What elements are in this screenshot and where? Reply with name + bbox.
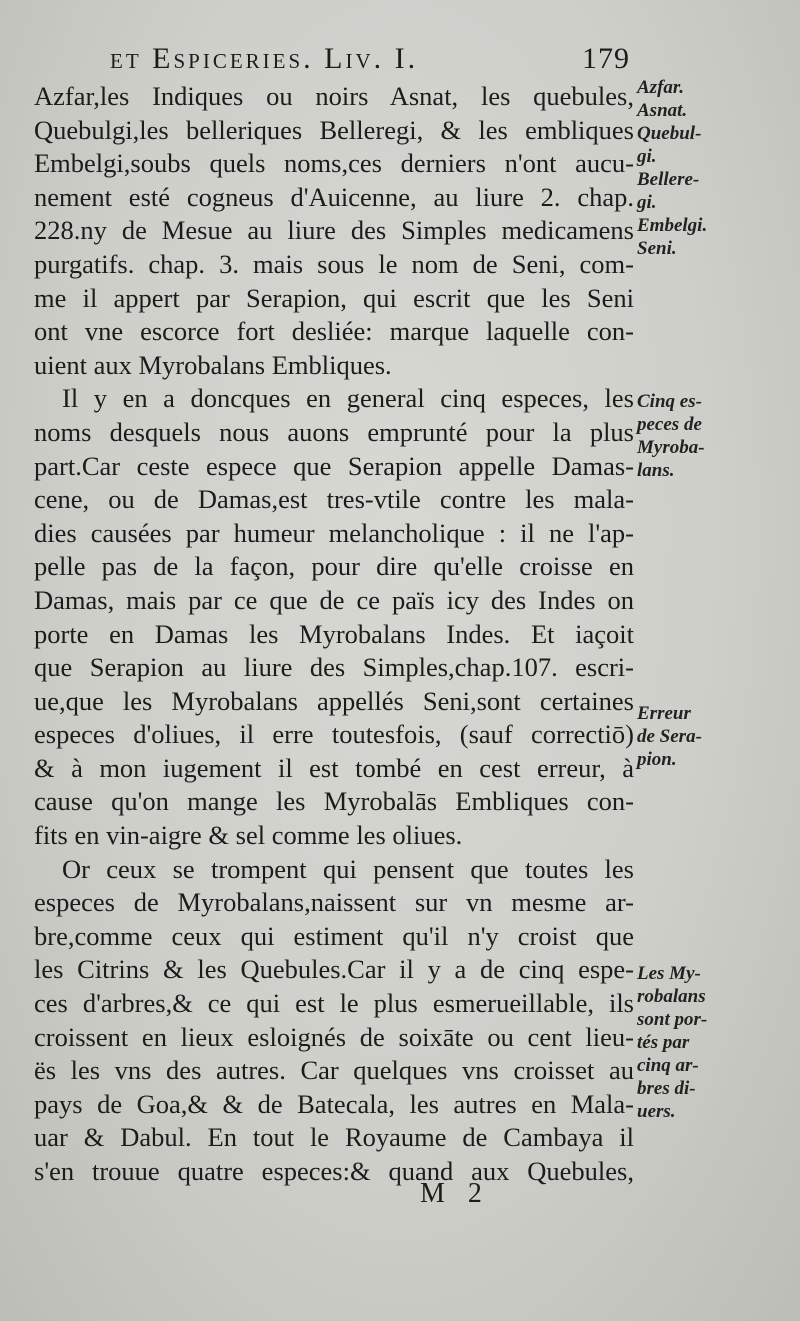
text-line: Il y en a doncques en general cinq especes, les (62, 383, 634, 414)
text-line: part.Car ceste espece que Serapion appelle Damas- (34, 450, 634, 481)
margin-note-line: peces de (637, 414, 702, 435)
text-line: pelle pas de la façon, pour dire qu'elle croisse en (34, 551, 634, 582)
main-text-block (34, 80, 634, 1189)
margin-note-error (637, 702, 797, 771)
text-line: & à mon iugement il est tombé en cest erreur, à (34, 752, 634, 783)
text-line: uar & Dabul. En tout le Royaume de Cambaya il (34, 1122, 634, 1153)
text-line: que Serapion au liure des Simples,chap.107. escri- (34, 652, 634, 683)
margin-note-line: Seni. (637, 238, 677, 259)
text-line: noms desquels nous auons emprunté pour la plus (34, 416, 634, 447)
signature-mark: M 2 (420, 1178, 490, 1209)
text-line: les Citrins & les Quebules.Car il y a de cinq espe- (34, 954, 634, 985)
margin-note-line: Asnat. (637, 100, 688, 121)
margin-note-species (637, 390, 797, 482)
text-line: 228.ny de Mesue au liure des Simples medicamens (34, 215, 634, 246)
text-line: uient aux Myrobalans Embliques. (34, 349, 392, 380)
margin-note-line: Myroba- (637, 437, 705, 458)
text-line: croissent en lieux esloignés de soixāte ou cent lieu- (34, 1021, 634, 1052)
margin-note-line: pion. (637, 749, 677, 770)
text-line: ont vne escorce fort desliée: marque laquelle con- (34, 316, 634, 347)
text-line: cene, ou de Damas,est tres-vtile contre les mala- (34, 484, 634, 515)
margin-note-line: lans. (637, 460, 675, 481)
margin-note-line: Les My- (637, 963, 701, 984)
margin-note-line: sont por- (637, 1009, 708, 1030)
text-line: pays de Goa,& & de Batecala, les autres en Mala- (34, 1088, 634, 1119)
margin-note-line: Bellere- (637, 169, 700, 190)
text-line: Embelgi,soubs quels noms,ces derniers n'ont aucu- (34, 148, 634, 179)
margin-note-line: Erreur (637, 703, 691, 724)
margin-note-line: gi. (637, 192, 657, 213)
margin-note-line: gi. (637, 146, 657, 167)
text-line: dies causées par humeur melancholique : il ne l'ap- (34, 517, 634, 548)
text-line: cause qu'on mange les Myrobalās Embliques con- (34, 786, 634, 817)
text-line: especes d'oliues, il erre toutesfois, (sauf correctiō) (34, 719, 634, 750)
text-line: Azfar,les Indiques ou noirs Asnat, les quebules, (34, 81, 634, 111)
text-line: ces d'arbres,& ce qui est le plus esmerueillable, ils (34, 988, 634, 1019)
text-line: ës les vns des autres. Car quelques vns croisset au (34, 1055, 634, 1086)
text-line: s'en trouue quatre especes:& quand aux Quebules, (34, 1156, 634, 1186)
text-line: purgatifs. chap. 3. mais sous le nom de Seni, com- (34, 248, 634, 279)
margin-note-line: bres di- (637, 1078, 696, 1099)
running-title: et Espiceries. Liv. I. (110, 42, 419, 75)
margin-note-names (637, 76, 797, 260)
margin-note-line: tés par (637, 1032, 690, 1053)
margin-note-line: Embelgi. (637, 215, 708, 236)
margin-note-line: Azfar. (637, 77, 684, 98)
text-line: Quebulgi,les belleriques Belleregi, & les embliques (34, 114, 634, 145)
margin-note-line: Cinq es- (637, 391, 702, 412)
page-number: 179 (582, 42, 630, 75)
text-line: nement esté cogneus d'Auicenne, au liure 2. chap. (34, 181, 634, 212)
text-line: me il appert par Serapion, qui escrit que les Seni (34, 282, 634, 313)
text-line: porte en Damas les Myrobalans Indes. Et iaçoit (34, 618, 634, 649)
margin-note-line: Quebul- (637, 123, 702, 144)
text-line: Or ceux se trompent qui pensent que toutes les (62, 853, 634, 884)
text-line: Damas, mais par ce que de ce païs icy des Indes on (34, 584, 634, 615)
margin-note-line: robalans (637, 986, 706, 1007)
margin-note-line: uers. (637, 1101, 676, 1122)
margin-note-trees (637, 962, 797, 1123)
text-line: bre,comme ceux qui estiment qu'il n'y croist que (34, 920, 634, 951)
text-line: especes de Myrobalans,naissent sur vn mesme ar- (34, 887, 634, 918)
text-line: fits en vin-aigre & sel comme les oliues. (34, 820, 463, 851)
margin-note-line: cinq ar- (637, 1055, 699, 1076)
margin-note-line: de Sera- (637, 726, 702, 747)
text-line: ue,que les Myrobalans appellés Seni,sont certaines (34, 685, 634, 716)
